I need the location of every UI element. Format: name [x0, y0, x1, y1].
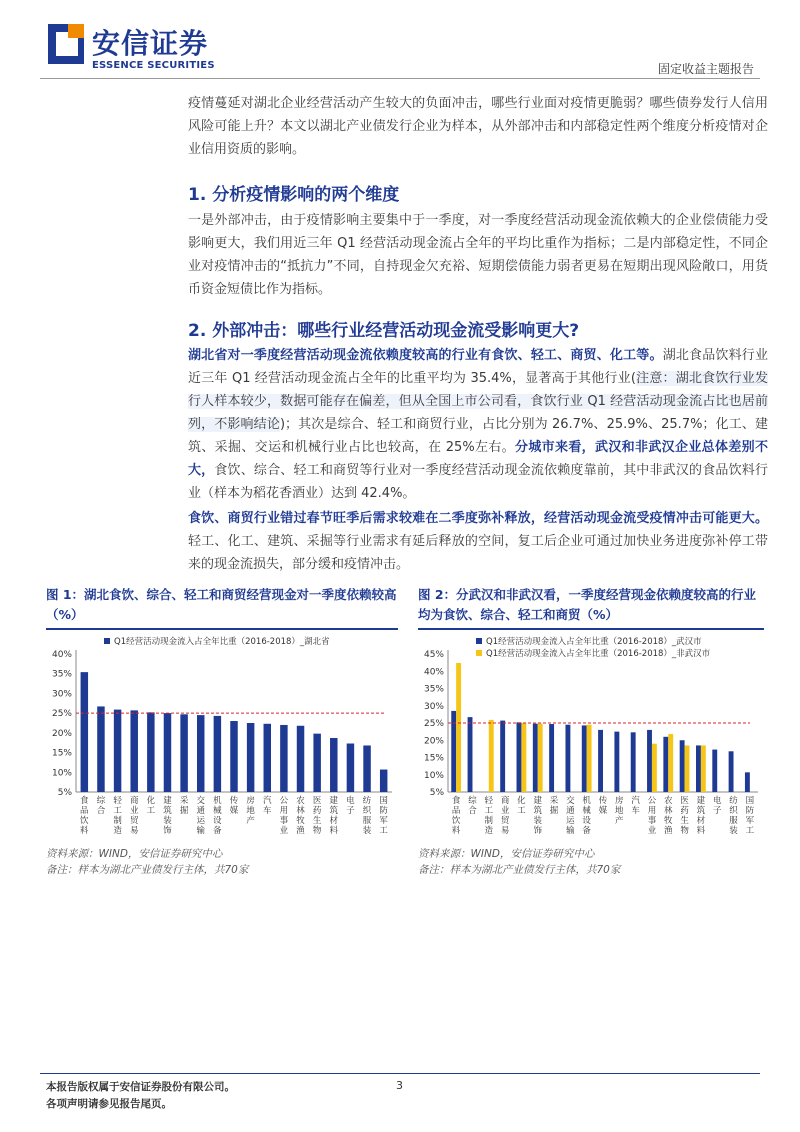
chart2-x-tick-label: 输	[566, 826, 575, 836]
chart1-bar	[130, 710, 137, 792]
chart1-x-tick-label: 设	[213, 816, 222, 826]
figure2-source: 资料来源：WIND，安信证券研究中心	[418, 848, 595, 860]
chart1-bar	[330, 738, 337, 792]
chart2-x-tick-label: 筑	[533, 806, 542, 816]
chart1-bar	[280, 725, 287, 792]
chart1-x-tick-label: 药	[312, 806, 322, 816]
chart1-x-tick-label: 电	[346, 796, 355, 806]
chart2-x-tick-label: 药	[680, 806, 689, 816]
chart1-bar	[81, 672, 88, 792]
chart2-x-tick-label: 服	[729, 816, 738, 826]
chart1-x-tick-label: 贸	[129, 816, 139, 826]
chart2-x-tick-label: 交	[566, 796, 575, 806]
chart2-bar	[565, 725, 570, 792]
chart2-x-tick-label: 设	[582, 816, 591, 826]
chart2-bar	[729, 751, 734, 792]
chart1-x-tick-label: 综	[96, 796, 106, 806]
chart2-bar	[489, 720, 494, 792]
chart2-x-tick-label: 化	[517, 796, 526, 806]
chart1-x-tick-label: 传	[229, 796, 239, 806]
chart1-x-tick-label: 筑	[163, 806, 172, 816]
intro-paragraph: 疫情蔓延对湖北企业经营活动产生较大的负面冲击，哪些行业面对疫情更脆弱？哪些债券发行人信用风险可能上升？本文以湖北产业债发行企业为样本，从外部冲击和内部稳定性两个维度分析疫情对企业信用资质的影响。	[188, 96, 768, 157]
chart1-bar	[247, 723, 254, 792]
chart2-x-tick-label: 渔	[664, 826, 673, 836]
chart1-x-tick-label: 车	[263, 806, 272, 816]
chart2-x-tick-label: 轻	[484, 796, 494, 806]
chart1-y-tick-label: 5%	[57, 788, 72, 798]
chart2-bar	[680, 740, 685, 792]
chart2-x-tick-label: 饮	[451, 816, 461, 826]
chart1-x-tick-label: 料	[80, 826, 89, 836]
chart2-x-tick-label: 食	[451, 796, 461, 806]
section2-paragraph2	[188, 507, 768, 576]
chart1-bar	[97, 706, 104, 792]
chart1-x-tick-label: 织	[362, 806, 372, 816]
section1-body: 一是外部冲击，由于疫情影响主要集中于一季度，对一季度经营活动现金流依赖大的企业偿债能力受影响更大，我们用近三年 Q1 经营活动现金流占全年的平均比重作为指标；二是内部稳定性，不同企业对疫情冲击的“抵抗力”不同，自持现金欠充裕、短期偿债能力弱者更易在短期出现风险敞口，用货币资金短债比作为指标。	[188, 213, 768, 297]
chart2-x-tick-label: 业	[500, 806, 510, 816]
chart2-bar	[517, 722, 522, 792]
chart1-bar	[264, 724, 271, 792]
chart1-y-tick-label: 30%	[51, 689, 72, 700]
chart2-x-tick-label: 农	[664, 796, 673, 806]
chart1-x-tick-label: 装	[163, 816, 172, 826]
figure1-rule	[46, 628, 398, 630]
chart1-bar	[230, 721, 237, 792]
chart1-x-tick-label: 用	[279, 806, 289, 816]
chart2-x-tick-label: 公	[647, 796, 657, 806]
chart2-x-tick-label: 机	[582, 796, 591, 806]
chart1-bar	[347, 744, 354, 792]
chart1-x-tick-label: 子	[346, 806, 355, 816]
chart1-x-tick-label: 商	[129, 796, 139, 806]
chart1-legend-swatch	[104, 638, 110, 644]
section1-title: 1. 分析疫情影响的两个维度	[188, 185, 400, 205]
chart2-x-tick-label: 用	[647, 806, 657, 816]
chart2-x-tick-label: 传	[598, 796, 608, 806]
chart1-x-tick-label: 装	[362, 826, 372, 836]
chart1-y-tick-label: 15%	[51, 748, 72, 759]
chart2-bar	[521, 723, 526, 792]
chart2-x-tick-label: 军	[745, 816, 755, 826]
chart1-x-tick-label: 国	[379, 796, 388, 806]
chart2-x-tick-label: 纺	[729, 796, 738, 806]
figure2-note: 备注：样本为湖北产业债发行主体，共70家	[418, 864, 621, 876]
chart2-bar	[549, 724, 554, 792]
chart2-x-tick-label: 工	[484, 806, 494, 816]
chart1-x-tick-label: 地	[246, 806, 255, 816]
chart1-bar	[147, 712, 154, 792]
chart1-x-tick-label: 事	[279, 816, 289, 826]
chart2-x-tick-label: 采	[549, 796, 559, 806]
chart2-bar	[598, 730, 603, 792]
chart2-x-tick-label: 装	[533, 816, 542, 826]
chart1-x-tick-label: 服	[362, 816, 372, 826]
report-type: 固定收益主题报告	[657, 62, 754, 76]
chart1-x-tick-label: 输	[196, 826, 205, 836]
chart2-x-tick-label: 产	[615, 816, 624, 826]
figure2-title: 图 2：分武汉和非武汉看，一季度经营现金依赖度较高的行业均为食饮、综合、轻工和商贸（%）	[418, 587, 757, 622]
chart2-x-tick-label: 合	[468, 806, 477, 816]
chart2-bar	[652, 744, 657, 792]
section2-p1-b: )；其次是综合、轻工和商贸行业，占比分别为 26.7%、25.9%、25.7%；化工、建筑、采掘、交运和机械行业占比也较高，在 25%左右。	[188, 417, 768, 455]
chart1-y-tick-label: 10%	[51, 768, 72, 779]
chart2-legend-label: Q1经营活动现金流入占全年比重（2016-2018）_非武汉市	[486, 649, 711, 659]
chart1-y-tick-label: 20%	[51, 728, 72, 739]
chart2-y-tick-label: 40%	[423, 667, 444, 678]
section2-p1-bold: 湖北省对一季度经营活动现金流依赖度较高的行业有食饮、轻工、商贸、化工等。	[188, 348, 663, 363]
footer-divider	[40, 1073, 760, 1074]
chart1-legend-label: Q1经营活动现金流入占全年比重（2016-2018）_湖北省	[114, 637, 330, 647]
chart2-x-tick-label: 媒	[598, 806, 608, 816]
chart2-x-tick-label: 医	[680, 796, 689, 806]
chart2-bar	[456, 663, 461, 792]
header-divider	[40, 78, 760, 79]
chart1-x-tick-label: 生	[312, 816, 322, 826]
chart2-legend-swatch	[476, 650, 482, 656]
chart2-y-tick-label: 35%	[423, 684, 444, 695]
chart2-x-tick-label: 牧	[664, 816, 673, 826]
chart1-x-tick-label: 医	[312, 796, 322, 806]
chart1-x-tick-label: 房	[246, 796, 255, 806]
chart2-x-tick-label: 造	[484, 826, 494, 836]
chart2-x-tick-label: 建	[696, 796, 706, 806]
chart1-x-tick-label: 军	[379, 816, 388, 826]
chart1-x-tick-label: 汽	[263, 796, 272, 806]
chart1-x-tick-label: 合	[96, 806, 106, 816]
chart2-y-tick-label: 30%	[423, 701, 444, 712]
page-number: 3	[396, 1079, 403, 1092]
chart1-x-tick-label: 物	[312, 826, 322, 836]
chart2-bar	[614, 732, 619, 792]
figure1-chart	[46, 632, 398, 842]
chart1-x-tick-label: 媒	[229, 806, 239, 816]
chart2-y-tick-label: 10%	[423, 770, 444, 781]
chart1-x-tick-label: 掘	[179, 806, 189, 816]
chart1-x-tick-label: 造	[113, 826, 122, 836]
chart2-x-tick-label: 事	[647, 816, 657, 826]
chart2-x-tick-label: 易	[500, 826, 510, 836]
chart2-x-tick-label: 料	[451, 826, 461, 836]
chart1-x-tick-label: 品	[80, 806, 89, 816]
chart2-y-tick-label: 15%	[423, 753, 444, 764]
chart2-x-tick-label: 房	[615, 796, 624, 806]
section2-paragraph1	[188, 344, 768, 505]
chart2-bar	[745, 772, 750, 792]
chart2-x-tick-label: 制	[484, 816, 494, 826]
chart2-x-tick-label: 品	[451, 806, 461, 816]
chart2-y-tick-label: 5%	[429, 788, 444, 798]
chart2-x-tick-label: 械	[582, 806, 591, 816]
chart2-x-tick-label: 物	[680, 826, 689, 836]
section2-p1-c: 食饮、综合、轻工和商贸等行业对一季度经营活动现金流依赖度靠前，其中非武汉的食品饮料行业（样本为稻花香酒业）达到 42.4%。	[188, 463, 768, 501]
chart2-x-tick-label: 子	[712, 806, 722, 816]
chart2-x-tick-label: 电	[712, 796, 722, 806]
section2-title: 2. 外部冲击：哪些行业经营活动现金流受影响更大?	[188, 321, 580, 341]
chart2-legend-label: Q1经营活动现金流入占全年比重（2016-2018）_武汉市	[486, 637, 702, 647]
figure1-title: 图 1：湖北食饮、综合、轻工和商贸经营现金对一季度依赖较高（%）	[46, 587, 397, 622]
chart2-x-tick-label: 林	[664, 806, 673, 816]
chart1-bar	[363, 745, 370, 792]
chart2-x-tick-label: 筑	[696, 806, 706, 816]
chart1-bar	[214, 716, 221, 792]
chart1-x-tick-label: 工	[379, 826, 388, 836]
chart2-legend-swatch	[476, 638, 482, 644]
chart2-x-tick-label: 装	[729, 826, 738, 836]
chart1-x-tick-label: 饮	[80, 816, 89, 826]
chart2-x-tick-label: 通	[566, 806, 575, 816]
chart2-x-tick-label: 工	[517, 806, 526, 816]
company-logo-icon	[46, 22, 86, 66]
chart1-x-tick-label: 建	[329, 796, 339, 806]
chart2-x-tick-label: 料	[696, 826, 706, 836]
chart1-x-tick-label: 渔	[296, 826, 305, 836]
logo-cn: 安信证券	[92, 27, 209, 60]
chart1-x-tick-label: 业	[279, 826, 289, 836]
chart1-x-tick-label: 机	[213, 796, 222, 806]
chart2-y-tick-label: 25%	[423, 719, 444, 729]
figure2-rule	[418, 628, 764, 630]
chart1-x-tick-label: 料	[329, 826, 339, 836]
chart1-x-tick-label: 防	[379, 806, 388, 816]
chart2-y-tick-label: 45%	[423, 650, 444, 660]
chart1-x-tick-label: 化	[146, 796, 156, 806]
chart2-bar	[500, 721, 505, 792]
chart2-x-tick-label: 商	[500, 796, 510, 806]
chart1-x-tick-label: 牧	[296, 816, 305, 826]
chart2-bar	[587, 725, 592, 792]
chart2-bar	[468, 717, 473, 792]
chart1-x-tick-label: 备	[213, 826, 222, 836]
section2-p2-a: 轻工、化工、建筑、采掘等行业需求有延后释放的空间，复工后企业可通过加快业务进度弥补停工带来的现金流损失，部分缓和疫情冲击。	[188, 534, 768, 572]
chart2-bar	[663, 737, 668, 792]
chart1-x-tick-label: 业	[129, 806, 139, 816]
chart1-y-tick-label: 40%	[51, 650, 72, 660]
chart2-bar	[696, 745, 701, 792]
chart1-x-tick-label: 筑	[329, 806, 339, 816]
section2-p1-note: 注意：湖北食饮行业发行人样本较少，数据可能存在偏差，但从全国上市公司看，食饮行业 Q1 经营活动现金流占比也居前列，不影响结论	[188, 371, 768, 432]
chart2-x-tick-label: 织	[729, 806, 738, 816]
chart1-x-tick-label: 械	[213, 806, 222, 816]
chart1-x-tick-label: 通	[196, 806, 205, 816]
chart1-x-tick-label: 轻	[113, 796, 122, 806]
chart2-x-tick-label: 材	[696, 816, 706, 826]
chart1-x-tick-label: 工	[113, 806, 122, 816]
chart1-x-tick-label: 制	[113, 816, 122, 826]
chart2-bar	[712, 750, 717, 792]
chart2-bar	[647, 730, 652, 792]
section2-p1-bold2: 分城市来看，武汉和非武汉企业总体差别不大，	[188, 440, 768, 478]
chart2-x-tick-label: 地	[615, 806, 624, 816]
chart2-x-tick-label: 饰	[533, 826, 542, 836]
chart1-x-tick-label: 公	[279, 796, 289, 806]
chart1-x-tick-label: 材	[329, 816, 339, 826]
chart1-x-tick-label: 建	[163, 796, 172, 806]
section2-p1-a: 湖北食品饮料行业近三年 Q1 经营活动现金流占全年的比重平均为 35.4%，显著高于其他行业(	[188, 348, 768, 386]
chart2-y-tick-label: 20%	[423, 736, 444, 747]
figure2-chart	[418, 632, 764, 842]
chart2-x-tick-label: 工	[745, 826, 755, 836]
chart1-x-tick-label: 纺	[362, 796, 372, 806]
figure1-source: 资料来源：WIND，安信证券研究中心	[46, 848, 223, 860]
chart1-bar	[197, 715, 204, 792]
figure1-note: 备注：样本为湖北产业债发行主体，共70家	[46, 864, 249, 876]
chart1-bar	[313, 734, 320, 792]
section2-p2-bold: 食饮、商贸行业错过春节旺季后需求较难在二季度弥补释放，经营活动现金流受疫情冲击可能更大。	[188, 511, 768, 526]
chart2-bar	[582, 725, 587, 792]
chart1-y-tick-label: 25%	[51, 709, 72, 720]
chart2-x-tick-label: 掘	[549, 806, 559, 816]
chart1-x-tick-label: 工	[146, 806, 156, 816]
chart1-bar	[164, 713, 171, 792]
chart2-x-tick-label: 车	[631, 806, 640, 816]
chart1-x-tick-label: 林	[296, 806, 305, 816]
chart1-x-tick-label: 采	[179, 796, 189, 806]
chart1-x-tick-label: 运	[196, 816, 205, 826]
chart2-bar	[631, 732, 636, 792]
chart2-x-tick-label: 贸	[500, 816, 510, 826]
chart1-x-tick-label: 易	[129, 826, 139, 836]
chart1-x-tick-label: 交	[196, 796, 205, 806]
chart2-x-tick-label: 国	[745, 796, 755, 806]
logo-en: ESSENCE SECURITIES	[92, 60, 215, 71]
chart2-x-tick-label: 防	[745, 806, 755, 816]
chart2-x-tick-label: 生	[680, 816, 689, 826]
footer-disclaimer: 本报告版权属于安信证券股份有限公司。 各项声明请参见报告尾页。	[46, 1081, 235, 1110]
chart1-x-tick-label: 农	[296, 796, 305, 806]
chart2-x-tick-label: 运	[566, 816, 575, 826]
chart2-bar	[685, 745, 690, 792]
chart2-x-tick-label: 备	[582, 826, 591, 836]
chart1-x-tick-label: 饰	[163, 826, 172, 836]
chart1-bar	[380, 770, 387, 792]
chart2-bar	[533, 724, 538, 792]
chart1-bar	[114, 710, 121, 792]
chart1-y-tick-label: 35%	[51, 669, 72, 680]
chart1-x-tick-label: 食	[80, 796, 89, 806]
chart1-x-tick-label: 产	[246, 816, 255, 826]
chart2-x-tick-label: 建	[533, 796, 542, 806]
chart1-bar	[297, 726, 304, 792]
chart2-x-tick-label: 业	[647, 826, 657, 836]
chart2-bar	[701, 745, 706, 792]
chart2-bar	[538, 724, 543, 792]
chart2-bar	[668, 734, 673, 792]
chart2-x-tick-label: 综	[468, 796, 477, 806]
chart1-bar	[180, 714, 187, 792]
chart2-x-tick-label: 汽	[631, 796, 640, 806]
